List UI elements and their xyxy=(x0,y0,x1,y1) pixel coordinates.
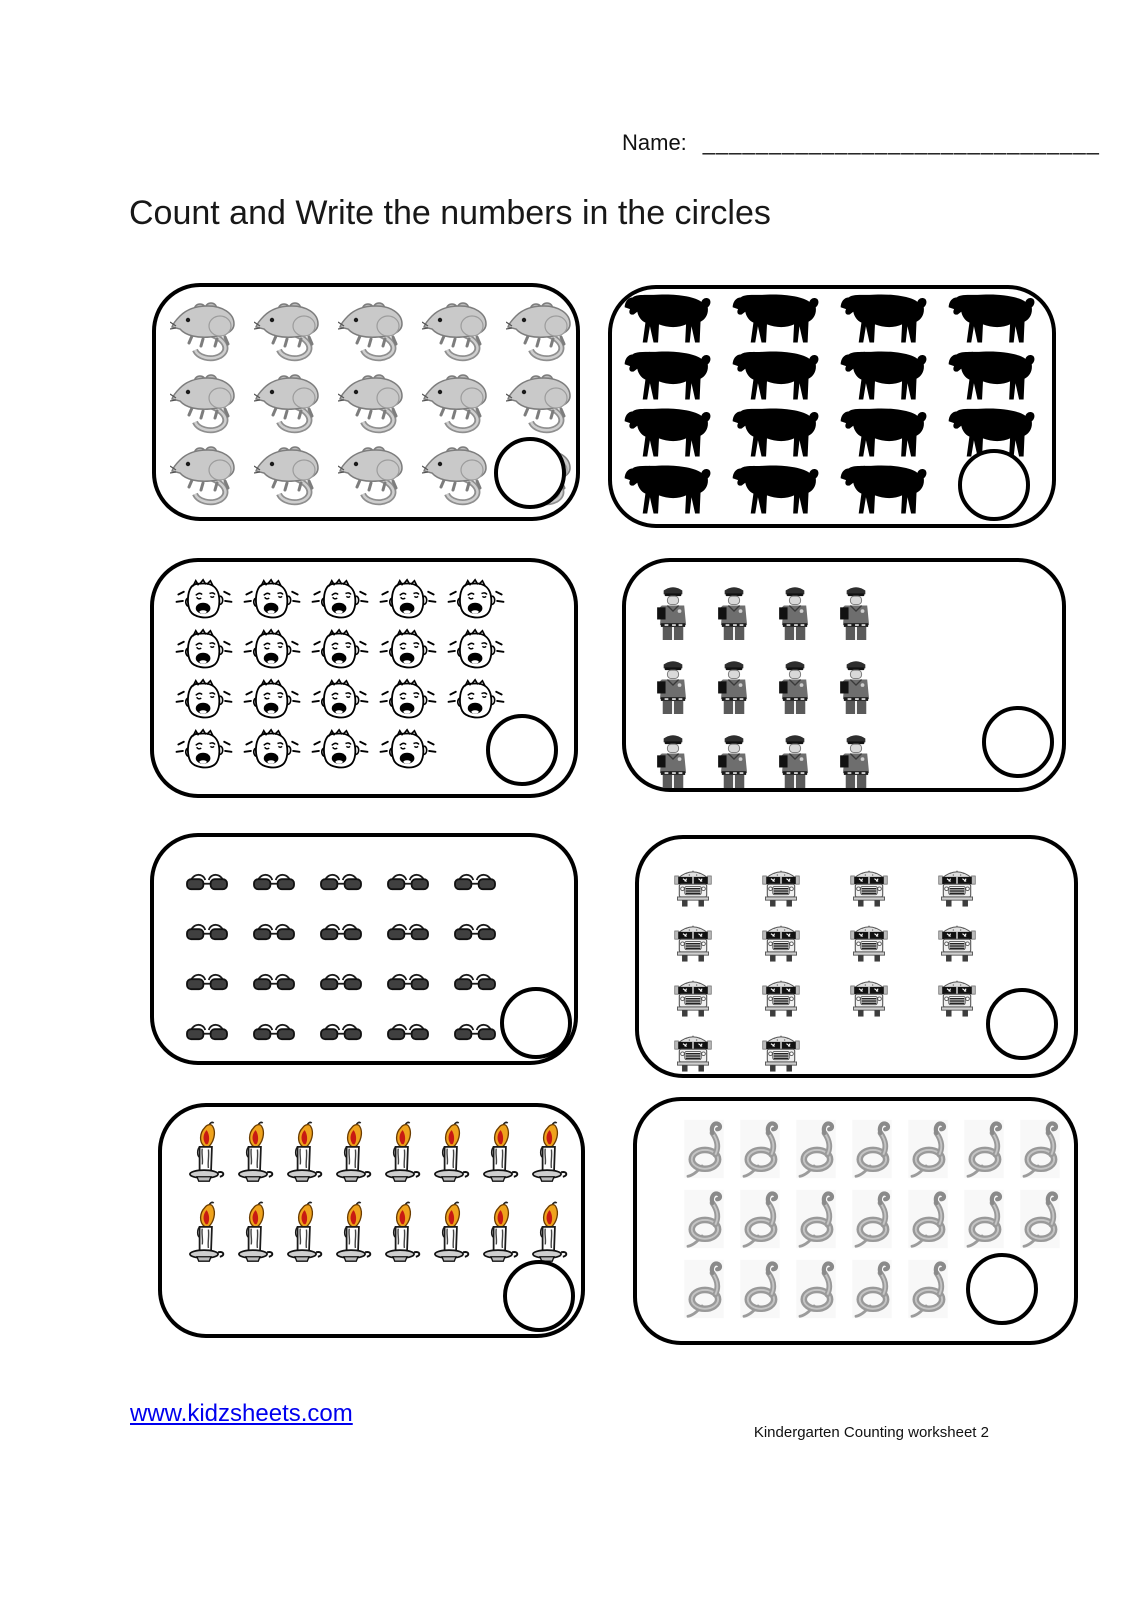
answer-circle-buses[interactable] xyxy=(986,988,1058,1060)
item-row xyxy=(616,291,1052,347)
snake-icon xyxy=(849,1187,895,1251)
school-bus-icon xyxy=(673,865,713,907)
snake-icon xyxy=(737,1187,783,1251)
policeman-icon xyxy=(713,584,755,640)
counting-box-babies xyxy=(150,558,578,798)
candle-icon xyxy=(378,1195,422,1271)
snake-icon xyxy=(849,1117,895,1181)
sunglasses-icon xyxy=(318,921,364,941)
crying-baby-icon xyxy=(308,728,372,772)
horse-icon xyxy=(724,462,828,518)
crying-baby-icon xyxy=(444,678,508,722)
item-row xyxy=(673,920,1074,962)
policeman-icon xyxy=(713,658,755,714)
page-title: Count and Write the numbers in the circles xyxy=(129,194,771,232)
candle-icon xyxy=(329,1115,373,1191)
crying-baby-icon xyxy=(376,578,440,622)
name-input-line[interactable]: ______________________________ xyxy=(702,130,1100,155)
candle-icon xyxy=(182,1115,226,1191)
candle-icon xyxy=(231,1195,275,1271)
candle-icon xyxy=(427,1195,471,1271)
sunglasses-icon xyxy=(452,871,498,891)
policeman-icon xyxy=(713,732,755,788)
horse-icon xyxy=(616,291,720,347)
item-row xyxy=(184,871,574,891)
snake-icon xyxy=(793,1117,839,1181)
snake-icon xyxy=(793,1257,839,1321)
school-bus-icon xyxy=(937,920,977,962)
snake-icon xyxy=(1017,1187,1063,1251)
sunglasses-icon xyxy=(318,971,364,991)
sunglasses-icon xyxy=(385,971,431,991)
candle-icon xyxy=(378,1115,422,1191)
crying-baby-icon xyxy=(240,678,304,722)
sunglasses-icon xyxy=(452,971,498,991)
item-row xyxy=(182,1115,581,1191)
mouse-icon xyxy=(338,443,410,509)
answer-circle-policemen[interactable] xyxy=(982,706,1054,778)
crying-baby-icon xyxy=(308,628,372,672)
school-bus-icon xyxy=(761,920,801,962)
horse-icon xyxy=(616,348,720,404)
school-bus-icon xyxy=(673,1030,713,1072)
sunglasses-icon xyxy=(385,871,431,891)
name-label: Name: xyxy=(622,130,687,155)
mouse-icon xyxy=(422,299,494,365)
answer-circle-babies[interactable] xyxy=(486,714,558,786)
policeman-icon xyxy=(835,732,877,788)
horse-icon xyxy=(832,405,936,461)
item-row xyxy=(673,865,1074,907)
sunglasses-icon xyxy=(184,871,230,891)
mouse-icon xyxy=(422,443,494,509)
snake-icon xyxy=(961,1187,1007,1251)
school-bus-icon xyxy=(761,1030,801,1072)
mouse-icon xyxy=(254,371,326,437)
policeman-icon xyxy=(835,658,877,714)
mouse-icon xyxy=(170,371,242,437)
item-row xyxy=(616,348,1052,404)
sunglasses-icon xyxy=(251,921,297,941)
mouse-icon xyxy=(254,443,326,509)
crying-baby-icon xyxy=(444,628,508,672)
item-row xyxy=(652,584,1062,640)
policeman-icon xyxy=(835,584,877,640)
sunglasses-icon xyxy=(452,1021,498,1041)
counting-box-sunglasses xyxy=(150,833,578,1065)
crying-baby-icon xyxy=(172,628,236,672)
mouse-icon xyxy=(422,371,494,437)
item-row xyxy=(652,658,1062,714)
horse-icon xyxy=(832,291,936,347)
counting-box-policemen xyxy=(622,558,1066,792)
policeman-icon xyxy=(774,732,816,788)
horse-icon xyxy=(724,348,828,404)
crying-baby-icon xyxy=(444,578,508,622)
snake-icon xyxy=(793,1187,839,1251)
crying-baby-icon xyxy=(308,678,372,722)
school-bus-icon xyxy=(673,975,713,1017)
mouse-icon xyxy=(338,371,410,437)
mouse-icon xyxy=(170,443,242,509)
policeman-icon xyxy=(652,732,694,788)
item-row xyxy=(681,1117,1074,1181)
snake-icon xyxy=(1017,1117,1063,1181)
snake-icon xyxy=(681,1187,727,1251)
answer-circle-candles[interactable] xyxy=(503,1260,575,1332)
sunglasses-icon xyxy=(318,1021,364,1041)
school-bus-icon xyxy=(761,975,801,1017)
counting-box-buses xyxy=(635,835,1078,1078)
answer-circle-mice[interactable] xyxy=(494,437,566,509)
candle-icon xyxy=(427,1115,471,1191)
crying-baby-icon xyxy=(308,578,372,622)
candle-icon xyxy=(231,1115,275,1191)
counting-box-snakes xyxy=(633,1097,1078,1345)
policeman-icon xyxy=(774,658,816,714)
policeman-icon xyxy=(774,584,816,640)
school-bus-icon xyxy=(849,975,889,1017)
crying-baby-icon xyxy=(376,628,440,672)
item-row xyxy=(184,971,574,991)
snake-icon xyxy=(681,1257,727,1321)
horse-icon xyxy=(724,291,828,347)
name-row xyxy=(622,130,1100,156)
horse-icon xyxy=(616,462,720,518)
snake-icon xyxy=(681,1117,727,1181)
site-link[interactable]: www.kidzsheets.com xyxy=(130,1400,353,1427)
candle-icon xyxy=(525,1115,569,1191)
item-row xyxy=(170,299,576,365)
mouse-icon xyxy=(170,299,242,365)
item-row xyxy=(172,578,574,622)
mouse-icon xyxy=(338,299,410,365)
horse-icon xyxy=(940,291,1044,347)
snake-icon xyxy=(905,1117,951,1181)
item-row xyxy=(182,1195,581,1271)
candle-icon xyxy=(476,1195,520,1271)
school-bus-icon xyxy=(849,920,889,962)
counting-box-mice xyxy=(152,283,580,521)
crying-baby-icon xyxy=(240,628,304,672)
mouse-icon xyxy=(254,299,326,365)
candle-icon xyxy=(476,1115,520,1191)
horse-icon xyxy=(832,348,936,404)
candle-icon xyxy=(280,1115,324,1191)
sunglasses-icon xyxy=(184,971,230,991)
sunglasses-icon xyxy=(385,1021,431,1041)
candle-icon xyxy=(280,1195,324,1271)
sunglasses-icon xyxy=(184,921,230,941)
school-bus-icon xyxy=(937,865,977,907)
item-row xyxy=(172,628,574,672)
sunglasses-icon xyxy=(251,1021,297,1041)
horse-icon xyxy=(940,348,1044,404)
item-row xyxy=(170,371,576,437)
school-bus-icon xyxy=(761,865,801,907)
policeman-icon xyxy=(652,658,694,714)
horse-icon xyxy=(724,405,828,461)
item-row xyxy=(184,921,574,941)
crying-baby-icon xyxy=(376,728,440,772)
school-bus-icon xyxy=(937,975,977,1017)
snake-icon xyxy=(849,1257,895,1321)
candle-icon xyxy=(329,1195,373,1271)
answer-circle-snakes[interactable] xyxy=(966,1253,1038,1325)
snake-icon xyxy=(737,1257,783,1321)
answer-circle-horses[interactable] xyxy=(958,449,1030,521)
sunglasses-icon xyxy=(251,871,297,891)
policeman-icon xyxy=(652,584,694,640)
mouse-icon xyxy=(506,299,578,365)
sunglasses-icon xyxy=(184,1021,230,1041)
crying-baby-icon xyxy=(172,728,236,772)
item-row xyxy=(681,1187,1074,1251)
snake-icon xyxy=(905,1187,951,1251)
horse-icon xyxy=(832,462,936,518)
sunglasses-icon xyxy=(251,971,297,991)
crying-baby-icon xyxy=(240,728,304,772)
sunglasses-icon xyxy=(452,921,498,941)
worksheet-label: Kindergarten Counting worksheet 2 xyxy=(753,1424,989,1441)
candle-icon xyxy=(182,1195,226,1271)
school-bus-icon xyxy=(673,920,713,962)
snake-icon xyxy=(905,1257,951,1321)
counting-box-candles xyxy=(158,1103,585,1338)
crying-baby-icon xyxy=(376,678,440,722)
crying-baby-icon xyxy=(240,578,304,622)
counting-box-horses xyxy=(608,285,1056,528)
crying-baby-icon xyxy=(172,578,236,622)
horse-icon xyxy=(616,405,720,461)
answer-circle-sunglasses[interactable] xyxy=(500,987,572,1059)
snake-icon xyxy=(961,1117,1007,1181)
mouse-icon xyxy=(506,371,578,437)
snake-icon xyxy=(737,1117,783,1181)
sunglasses-icon xyxy=(385,921,431,941)
sunglasses-icon xyxy=(318,871,364,891)
crying-baby-icon xyxy=(172,678,236,722)
school-bus-icon xyxy=(849,865,889,907)
